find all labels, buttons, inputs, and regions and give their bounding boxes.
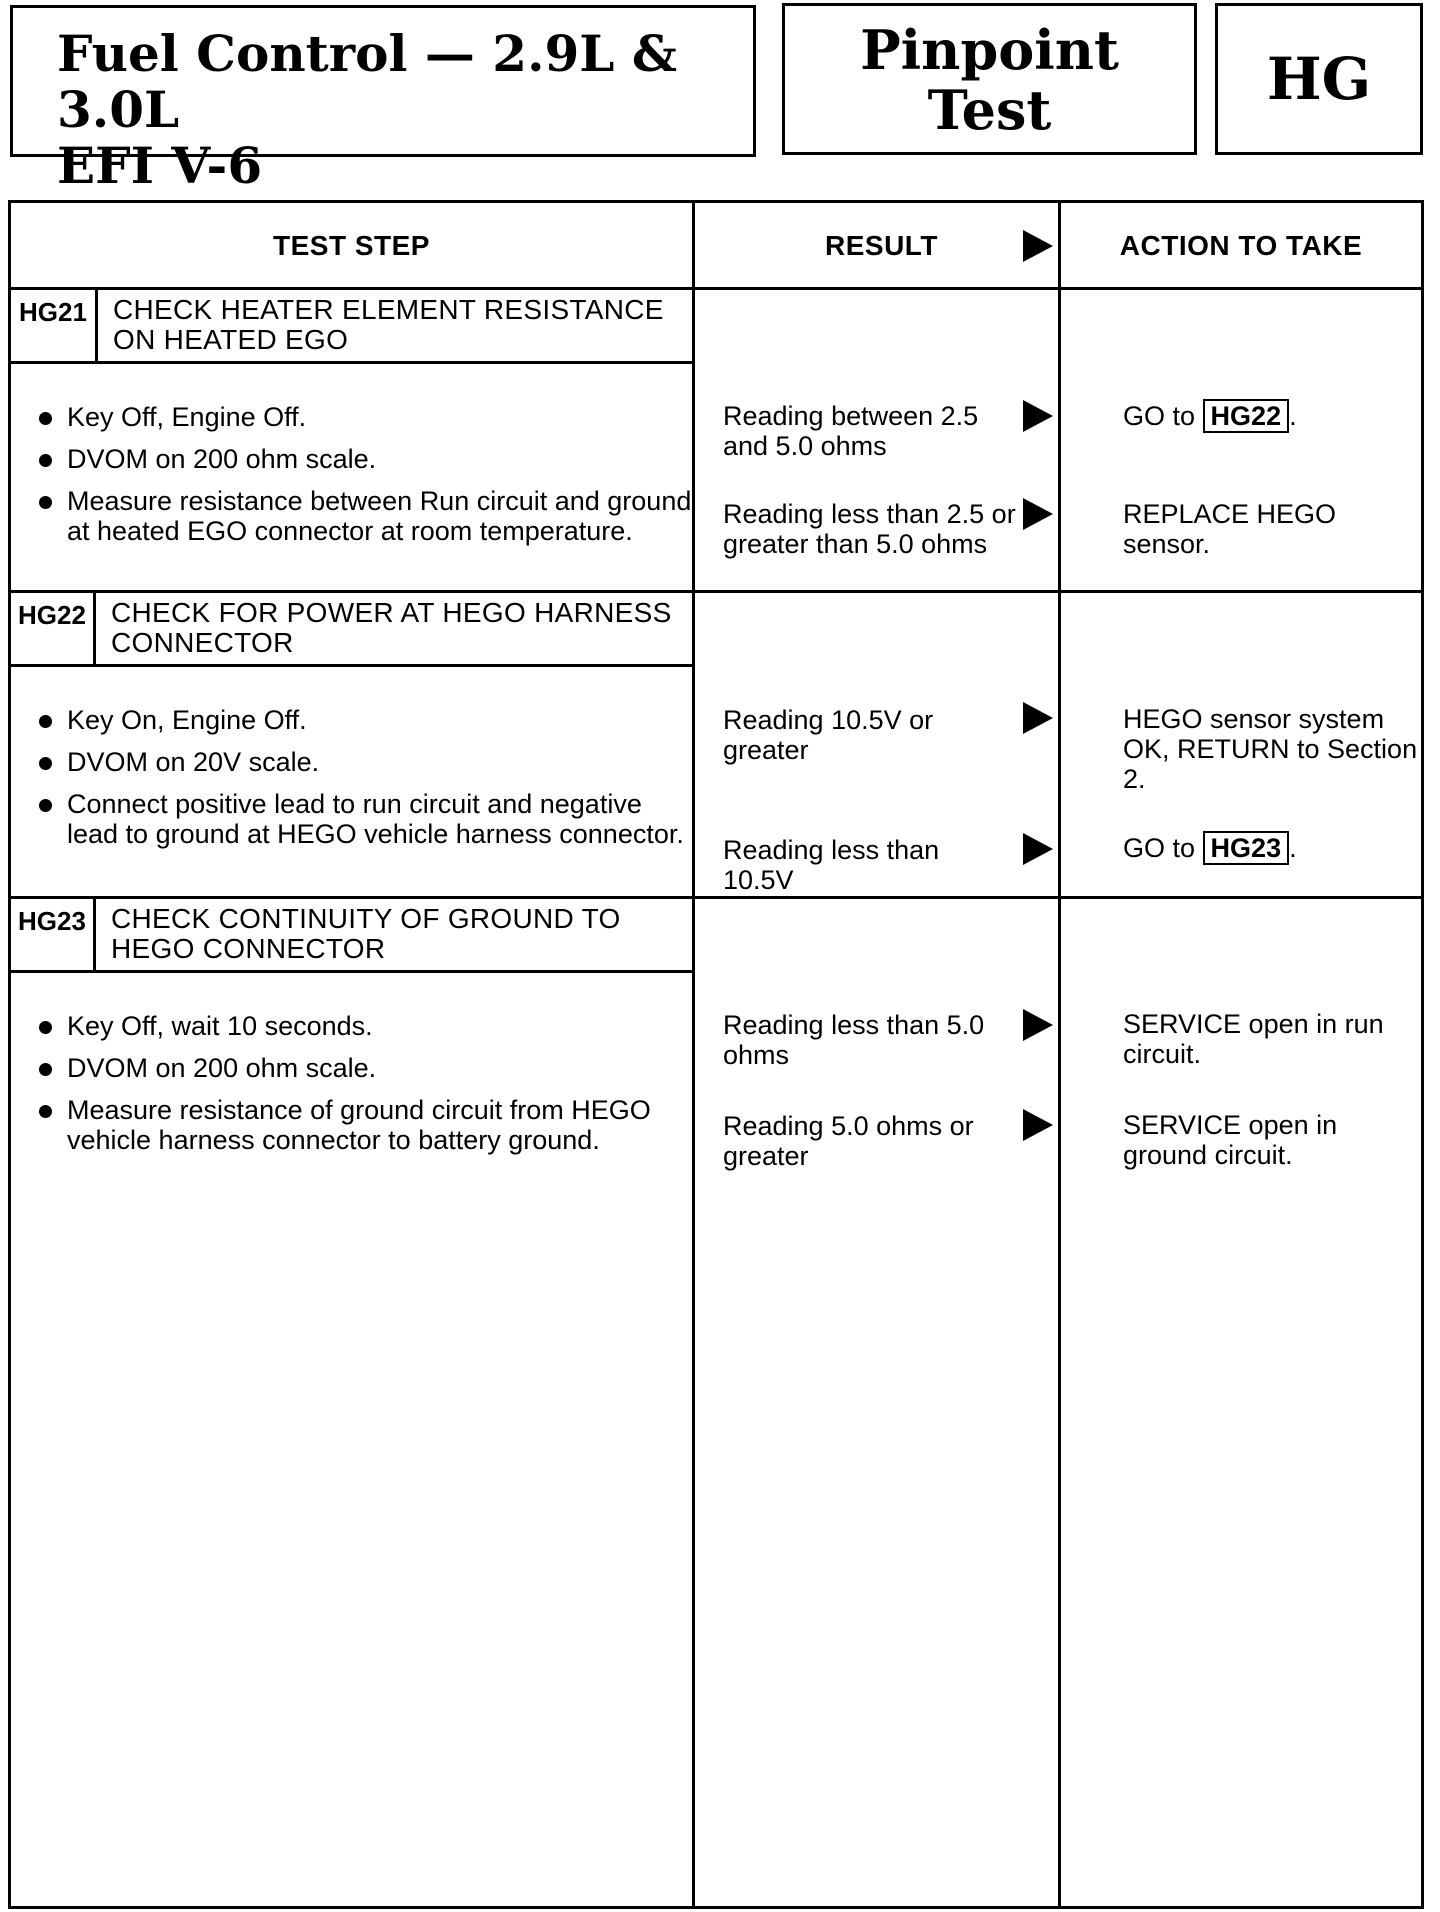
- action-text: [1123, 399, 1413, 433]
- instruction-text: Key Off, wait 10 seconds.: [67, 1011, 373, 1041]
- step-header-divider-hg22: [11, 664, 692, 667]
- result-text: Reading 10.5V or greater: [723, 705, 934, 765]
- list-item: [35, 402, 695, 432]
- instruction-text: Key On, Engine Off.: [67, 705, 307, 735]
- step-title-hg23: CHECK CONTINUITY OF GROUND TO HEGO CONNECTOR: [111, 903, 621, 964]
- header-divider: [11, 287, 1421, 290]
- list-item: [35, 789, 695, 849]
- arrow-right-icon: [1023, 702, 1053, 734]
- bullet-icon: [39, 412, 52, 425]
- instruction-text: DVOM on 200 ohm scale.: [67, 1053, 377, 1083]
- bullet-icon: [39, 496, 52, 509]
- bullet-icon: [39, 1063, 52, 1076]
- result-text: Reading 5.0 ohms or greater: [723, 1111, 974, 1171]
- step-instructions-hg23: [35, 1011, 695, 1167]
- result-text: Reading less than 2.5 or greater than 5.0 ohms: [723, 499, 1016, 559]
- step-reference-hg23[interactable]: HG23: [1203, 831, 1290, 865]
- step-id-hg23: HG23: [11, 899, 96, 972]
- action-prefix: GO to: [1123, 833, 1196, 863]
- result-text: Reading less than 5.0 ohms: [723, 1010, 985, 1070]
- arrow-right-icon: [1023, 1109, 1053, 1141]
- pinpoint-line1: Pinpoint: [860, 18, 1119, 82]
- list-item: [35, 1011, 695, 1041]
- action-text: HEGO sensor system OK, RETURN to Section 2.: [1123, 704, 1418, 794]
- step-id-hg21: HG21: [11, 290, 98, 363]
- bullet-icon: [39, 1105, 52, 1118]
- instruction-text: Measure resistance of ground circuit from HEGO vehicle harness connector to battery ground.: [67, 1095, 651, 1155]
- arrow-right-icon: [1023, 400, 1053, 432]
- test-code: HG: [1266, 45, 1372, 113]
- step-header-divider-hg23: [11, 970, 692, 973]
- bullet-icon: [39, 757, 52, 770]
- step-title-hg21: CHECK HEATER ELEMENT RESISTANCE ON HEATED EGO: [113, 294, 664, 355]
- action-prefix: GO to: [1123, 401, 1196, 431]
- pinpoint-line2: Test: [927, 78, 1052, 142]
- instruction-text: DVOM on 20V scale.: [67, 747, 320, 777]
- arrow-right-icon: [1023, 230, 1053, 262]
- bullet-icon: [39, 799, 52, 812]
- bullet-icon: [39, 454, 52, 467]
- arrow-right-icon: [1023, 833, 1053, 865]
- document-title-box: [10, 5, 756, 195]
- document-title-line1: Fuel Control — 2.9L & 3.0L: [57, 24, 677, 139]
- instruction-text: Connect positive lead to run circuit and negative lead to ground at HEGO vehicle harness connector.: [67, 789, 684, 849]
- pinpoint-test-box: [782, 3, 1197, 155]
- step-instructions-hg21: [35, 402, 695, 558]
- list-item: [35, 486, 695, 546]
- instruction-text: DVOM on 200 ohm scale.: [67, 444, 377, 474]
- step-divider: [11, 590, 1421, 593]
- instruction-text: Measure resistance between Run circuit and ground at heated EGO connector at room temperature.: [67, 486, 692, 546]
- list-item: [35, 705, 695, 735]
- result-text: Reading between 2.5 and 5.0 ohms: [723, 401, 979, 461]
- step-instructions-hg22: [35, 705, 695, 861]
- step-divider: [11, 896, 1421, 899]
- list-item: [35, 1095, 695, 1155]
- column-header-result: RESULT: [825, 230, 938, 261]
- instruction-text: Key Off, Engine Off.: [67, 402, 307, 432]
- list-item: [35, 444, 695, 474]
- step-id-hg22: HG22: [11, 593, 96, 666]
- action-text: [1123, 831, 1413, 865]
- step-title-hg22: CHECK FOR POWER AT HEGO HARNESS CONNECTOR: [111, 597, 672, 658]
- document-title-line2: EFI V-6: [57, 136, 263, 195]
- arrow-right-icon: [1023, 498, 1053, 530]
- bullet-icon: [39, 1021, 52, 1034]
- arrow-right-icon: [1023, 1009, 1053, 1041]
- column-divider-action: [1058, 203, 1061, 1906]
- column-header-action: ACTION TO TAKE: [1119, 230, 1363, 261]
- bullet-icon: [39, 715, 52, 728]
- action-text: SERVICE open in run circuit.: [1123, 1009, 1384, 1069]
- column-header-test-step: TEST STEP: [273, 230, 430, 261]
- pinpoint-table: [8, 200, 1424, 1909]
- action-suffix: .: [1289, 401, 1297, 431]
- step-header-divider-hg21: [11, 361, 692, 364]
- list-item: [35, 1053, 695, 1083]
- action-text: REPLACE HEGO sensor.: [1123, 499, 1337, 559]
- test-code-box: [1215, 3, 1423, 155]
- step-reference-hg22[interactable]: HG22: [1203, 399, 1290, 433]
- action-text: SERVICE open in ground circuit.: [1123, 1110, 1338, 1170]
- result-text: Reading less than 10.5V: [723, 835, 940, 895]
- list-item: [35, 747, 695, 777]
- action-suffix: .: [1289, 833, 1297, 863]
